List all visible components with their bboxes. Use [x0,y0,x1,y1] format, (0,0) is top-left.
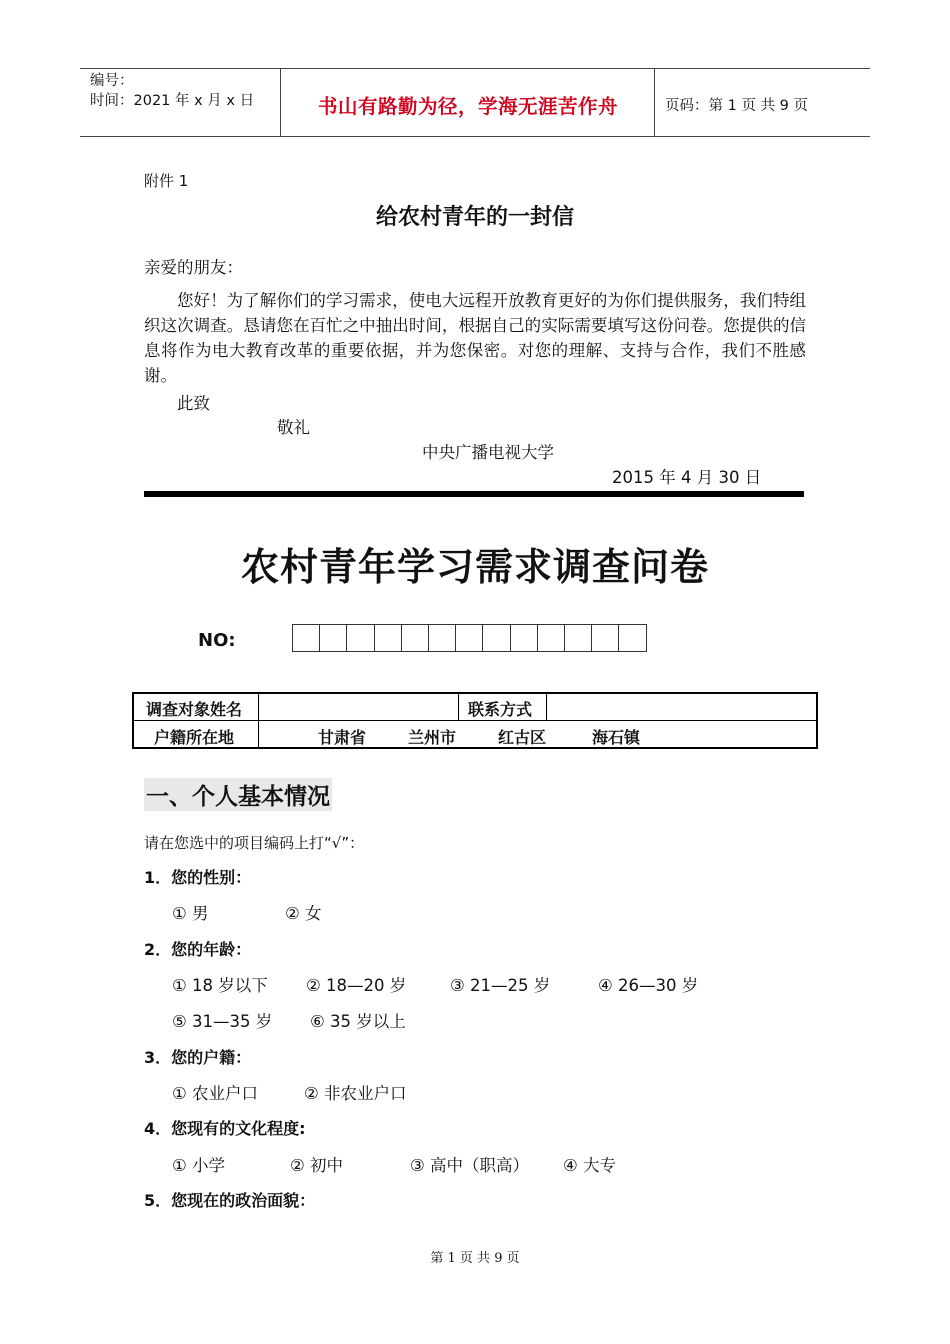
section-title: 一、个人基本情况 [144,778,332,811]
name-field[interactable] [264,697,454,717]
respondent-info-table [132,692,818,749]
section-divider [144,491,804,497]
option-age[interactable]: ① 18 岁以下 [172,976,268,995]
serial-box[interactable] [347,625,374,651]
option-male[interactable]: ① 男 [172,904,209,923]
option-age[interactable]: ④ 26—30 岁 [598,976,699,995]
table-col-divider [258,694,259,747]
question-4: 4．您现有的文化程度: [144,1119,306,1138]
serial-box[interactable] [511,625,538,651]
letter-signature: 中央广播电视大学 [422,443,554,462]
contact-field[interactable] [552,697,812,717]
serial-box[interactable] [402,625,429,651]
letter-title: 给农村青年的一封信 [375,205,574,230]
attachment-label: 附件 1 [144,172,189,190]
serial-box[interactable] [592,625,619,651]
letter-closing-1: 此致 [177,394,210,413]
domicile-town: 海石镇 [592,728,641,747]
time-label: 时间：2021 年 x 月 x 日 [90,93,255,109]
question-3: 3．您的户籍： [144,1048,252,1067]
option-age[interactable]: ⑤ 31—35 岁 [172,1012,273,1031]
serial-box[interactable] [320,625,347,651]
header-divider [280,69,281,136]
letter-body: 您好！为了解你们的学习需求，使电大远程开放教育更好的为你们提供服务，我们特组织这次调查。恳请您在百忙之中抽出时间，根据自己的实际需要填写这份问卷。您提供的信息将作为电大教育改革的重要依据，并为您保密。对您的理解、支持与合作，我们不胜感谢。 [144,291,806,385]
serial-box[interactable] [619,625,646,651]
motto: 书山有路勤为径，学海无涯苦作舟 [317,95,618,118]
question-1: 1．您的性别： [144,868,252,887]
question-5: 5．您现在的政治面貌： [144,1191,316,1210]
table-row-divider [134,720,816,721]
serial-number-label: NO: [198,630,236,651]
option-age[interactable]: ③ 21—25 岁 [450,976,551,995]
serial-number-boxes[interactable] [292,624,647,652]
letter-closing-2: 敬礼 [277,418,310,437]
header-meta [90,71,254,111]
number-label: 编号： [90,73,134,89]
option-domicile[interactable]: ② 非农业户口 [304,1084,407,1103]
domicile-province: 甘肃省 [318,728,367,747]
option-education[interactable]: ④ 大专 [563,1156,617,1175]
serial-box[interactable] [565,625,592,651]
serial-box[interactable] [483,625,510,651]
letter-date: 2015 年 4 月 30 日 [612,468,762,487]
page-footer: 第 1 页 共 9 页 [430,1251,520,1266]
header-divider [654,69,655,136]
question-2: 2．您的年龄： [144,940,252,959]
page-info: 页码：第 1 页 共 9 页 [665,98,808,114]
letter-greeting: 亲爱的朋友： [144,258,243,277]
option-domicile[interactable]: ① 农业户口 [172,1084,259,1103]
serial-box[interactable] [429,625,456,651]
option-education[interactable]: ③ 高中（职高） [410,1156,530,1175]
domicile-city: 兰州市 [408,728,457,747]
option-age[interactable]: ⑥ 35 岁以上 [310,1012,406,1031]
serial-box[interactable] [456,625,483,651]
instruction-text: 请在您选中的项目编码上打“√”： [144,834,365,852]
page-header [80,68,870,137]
serial-box[interactable] [375,625,402,651]
contact-label: 联系方式 [468,700,533,719]
option-education[interactable]: ② 初中 [290,1156,344,1175]
domicile-district: 红古区 [498,728,547,747]
serial-box[interactable] [293,625,320,651]
survey-title: 农村青年学习需求调查问卷 [240,545,709,589]
serial-box[interactable] [538,625,565,651]
table-col-divider [458,694,459,720]
option-education[interactable]: ① 小学 [172,1156,226,1175]
table-col-divider [546,694,547,720]
option-female[interactable]: ② 女 [285,904,322,923]
name-label: 调查对象姓名 [146,700,243,719]
domicile-label: 户籍所在地 [154,728,235,747]
option-age[interactable]: ② 18—20 岁 [306,976,407,995]
